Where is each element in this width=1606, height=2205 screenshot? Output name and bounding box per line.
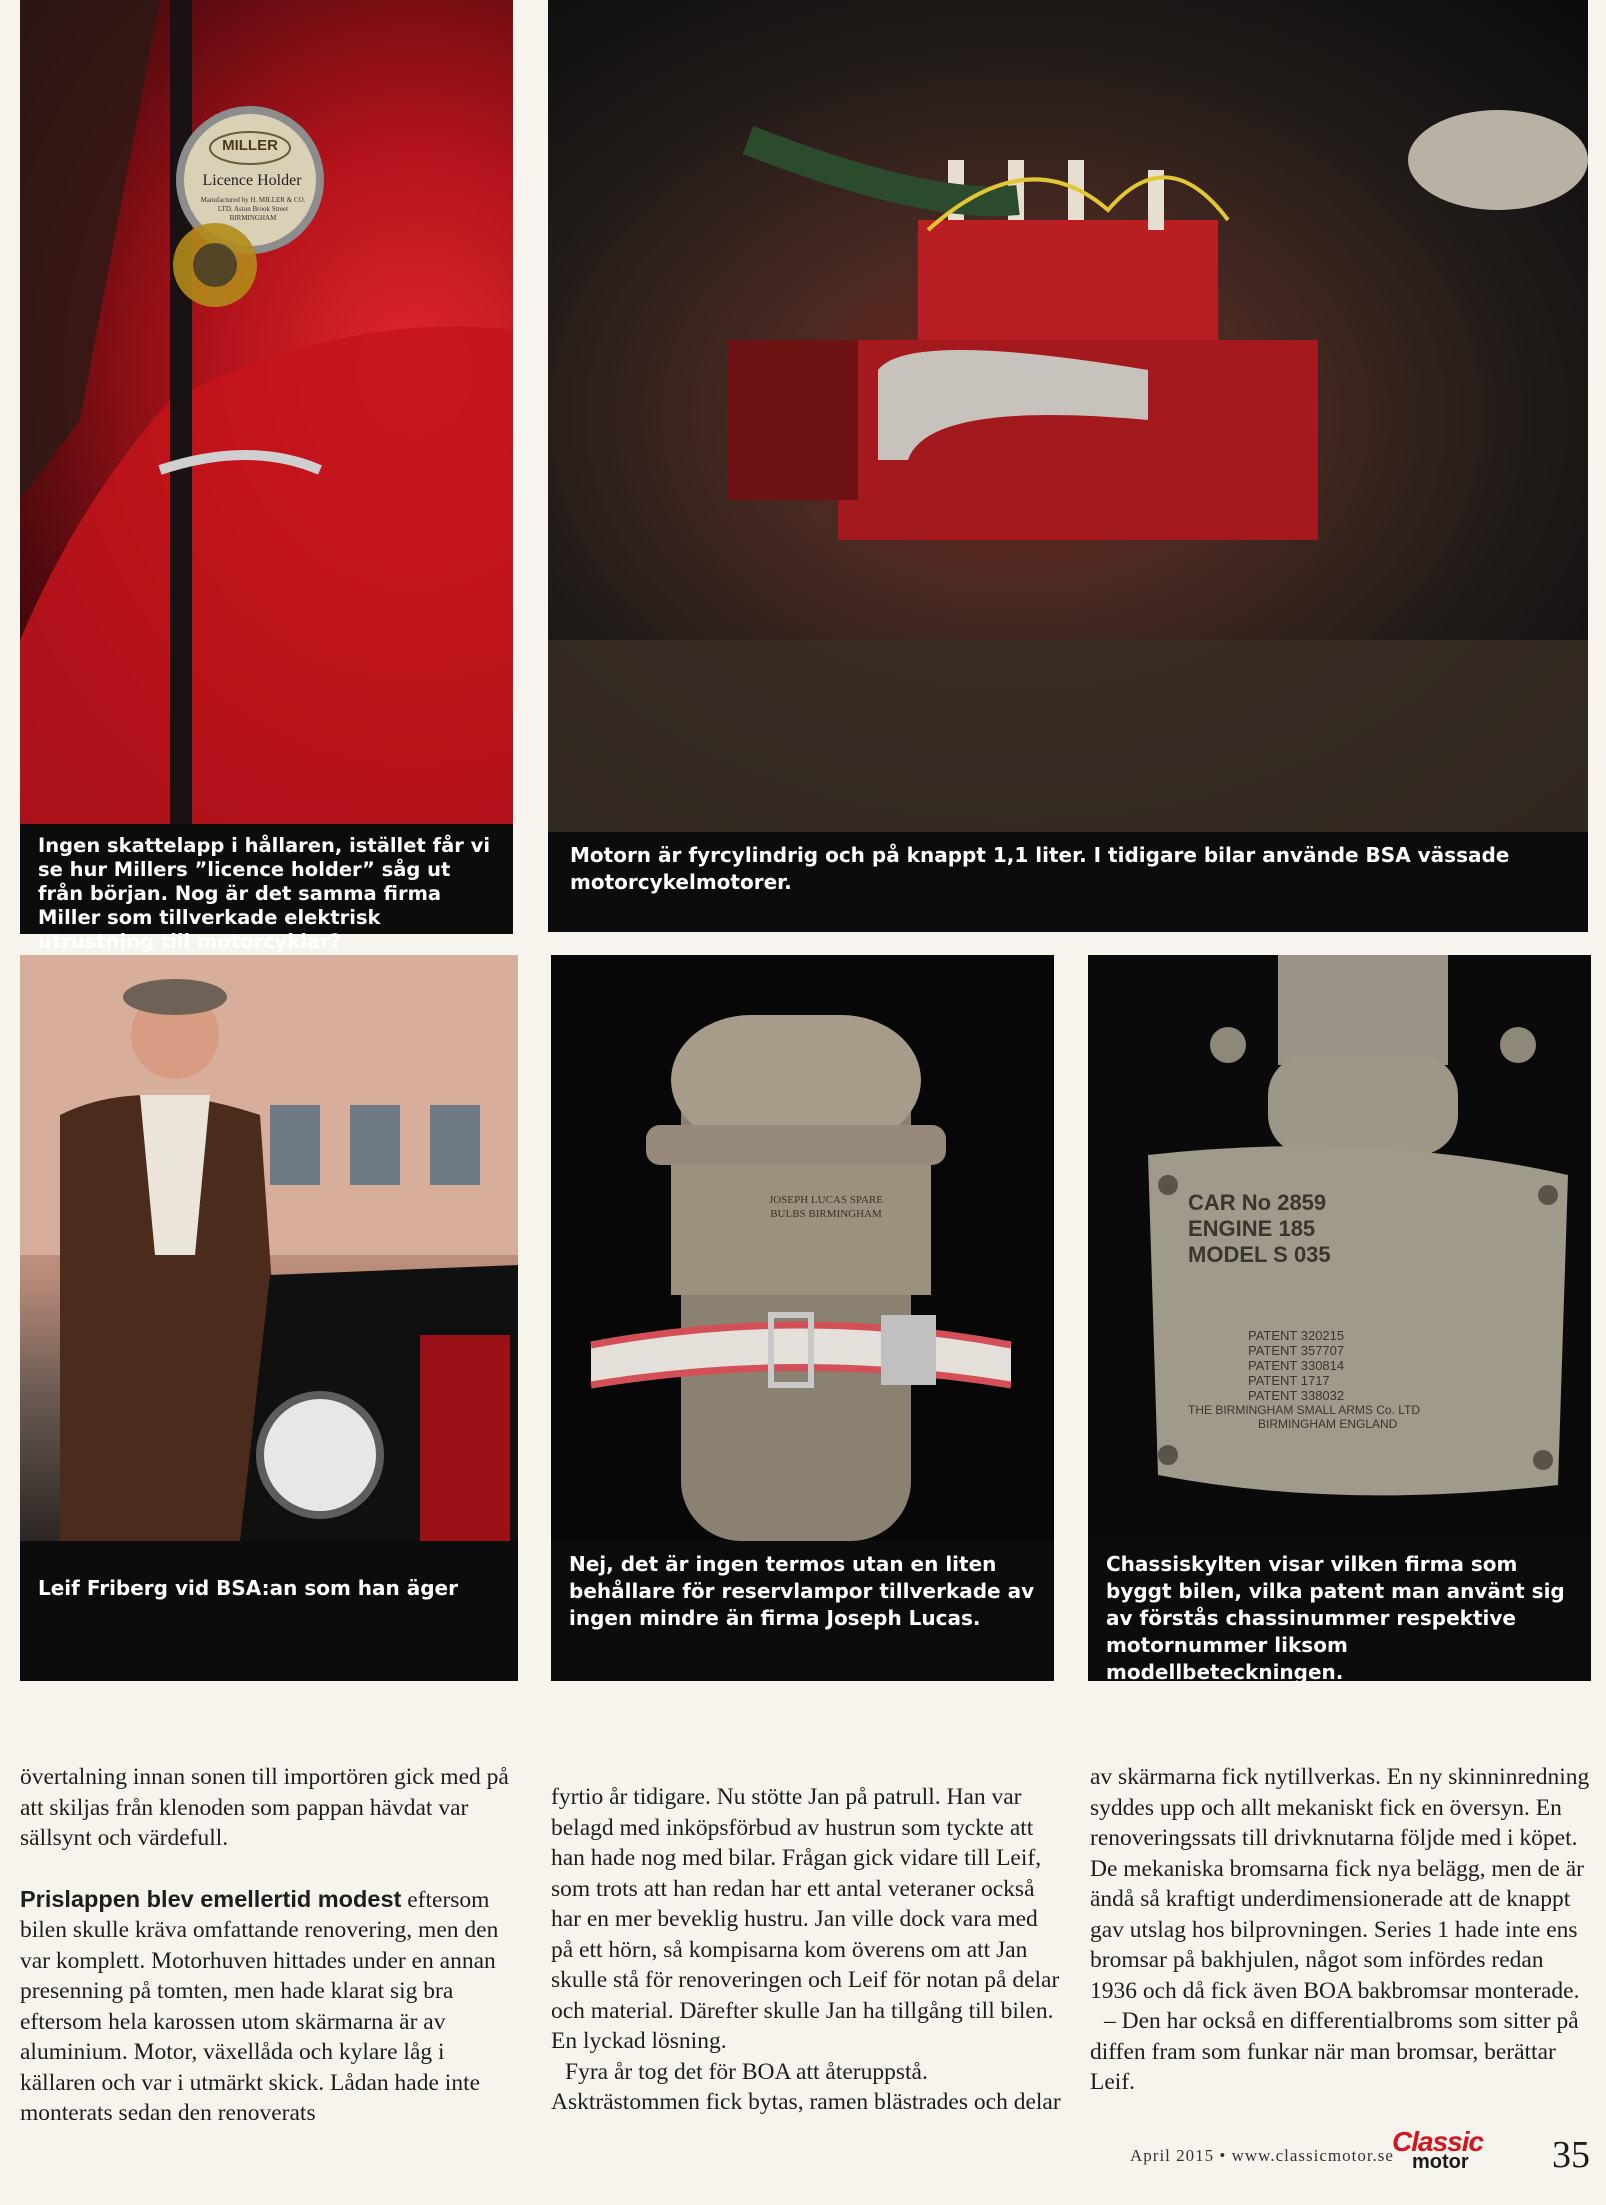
body-text: eftersom bilen skulle kräva omfattande renovering, men den var komplett. Motorhuven hittades under en annan presenning på tomten, men hade klarat sig bra eftersom hela karossen utom skärmarna är av aluminium. Motor, växellåda och kylare låg i källaren och var i utmärkt skick. Lådan hade inte monterats sedan den renoverats [20, 1886, 499, 2126]
caption-chassis-plate: Chassiskylten visar vilken firma som byggt bilen, vilka patent man använt sig av förstås chassinummer respektive motornummer liksom modellbeteckningen. [1088, 1541, 1591, 1681]
licence-holder-illustration [20, 0, 513, 824]
issue-footer: April 2015 • www.classicmotor.se [1130, 2146, 1394, 2165]
plate-car-number: CAR No 2859 [1188, 1190, 1327, 1215]
logo-motor: motor [1412, 2151, 1469, 2173]
caption-licence: Ingen skattelapp i hållaren, istället får vi se hur Millers ”licence holder” såg ut från början. Nog är det samma firma Miller som tillverkade elektrisk utrustning till motorcyklar? [20, 824, 513, 934]
page-number: 35 [1552, 2134, 1590, 2176]
plate-engine-number: ENGINE 185 [1188, 1216, 1316, 1241]
photo-engine [548, 0, 1588, 932]
plate-model: MODEL S 035 [1188, 1242, 1331, 1267]
body-column-3 [1090, 1762, 1590, 2098]
body-column-1 [20, 1762, 520, 2129]
body-paragraph [20, 1884, 520, 2129]
photo-licence-holder [20, 0, 513, 953]
plate-patent-2: PATENT 357707 [1248, 1343, 1345, 1358]
licence-label: Licence Holder [202, 172, 302, 189]
lead-in: Prislappen blev emellertid modest [20, 1885, 402, 1912]
plate-location: BIRMINGHAM ENGLAND [1258, 1417, 1398, 1431]
plate-patent-3: PATENT 330814 [1248, 1358, 1345, 1373]
plate-text [1188, 1190, 1518, 1431]
body-paragraph: Fyra år tog det för BOA att återuppstå. Askträstommen fick bytas, ramen blästrades och delar [551, 2058, 1061, 2115]
plate-patent-5: PATENT 338032 [1248, 1388, 1345, 1403]
caption-engine: Motorn är fyrcylindrig och på knappt 1,1 liter. I tidigare bilar använde BSA vässade motorcykelmotorer. [548, 832, 1588, 932]
body-paragraph: – Den har också en differentialbroms som sitter på diffen fram som funkar när man bromsar, berättar Leif. [1090, 2008, 1579, 2095]
body-paragraph: övertalning innan sonen till importören gick med på att skiljas från klenoden som pappan hävdat var sällsynt och värdefull. [20, 1764, 509, 1851]
body-paragraph: fyrtio år tidigare. Nu stötte Jan på patrull. Han var belagd med inköpsförbud av hustrun som tyckte att han hade nog med bilar. Frågan gick vidare till Leif, som trots att han redan har ett antal veteraner också har en mer beveklig hustru. Jan ville dock vara med på ett hörn, så kompisarna kom överens om att Jan skulle stå för renoveringen och Leif för notan på delar och material. Därefter skulle Jan ha tillgång till bilen. En lyckad lösning. [551, 1784, 1060, 2054]
caption-spare-bulbs: Nej, det är ingen termos utan en liten behållare för reservlampor tillverkade av ingen mindre än firma Joseph Lucas. [551, 1541, 1054, 1681]
logo-classic: Classic [1392, 2126, 1484, 2157]
plate-maker: THE BIRMINGHAM SMALL ARMS Co. LTD [1188, 1403, 1421, 1417]
plate-patent-1: PATENT 320215 [1248, 1328, 1345, 1343]
tube-engraving: JOSEPH LUCAS SPARE BULBS BIRMINGHAM [769, 1194, 883, 1220]
photo-owner [20, 955, 518, 1681]
photo-spare-bulbs [551, 955, 1054, 1681]
engine-illustration [548, 0, 1588, 832]
licence-maker: Manufactured by H. MILLER & CO. LTD. Aston Brook Street BIRMINGHAM [200, 196, 306, 222]
magazine-logo [1392, 2126, 1484, 2173]
caption-owner: Leif Friberg vid BSA:an som han äger [20, 1541, 518, 1681]
owner-illustration [20, 955, 518, 1541]
licence-brand: MILLER [222, 137, 278, 154]
photo-chassis-plate [1088, 955, 1591, 1684]
bulb-container-illustration [551, 955, 1054, 1541]
plate-patent-4: PATENT 1717 [1248, 1373, 1330, 1388]
body-paragraph: av skärmarna fick nytillverkas. En ny skinninredning syddes upp och allt mekaniskt fick en översyn. En renoveringssats till drivknutarna följde med i köpet. De mekaniska bromsarna fick nya belägg, men de är ändå så kraftigt underdimensionerade att de knappt gav utslag hos bilprovningen. Series 1 hade inte ens bromsar på bakhjulen, något som infördes redan 1936 och då fick även BOA bakbromsar monterade. [1090, 1764, 1590, 2004]
body-column-2 [551, 1782, 1061, 2118]
